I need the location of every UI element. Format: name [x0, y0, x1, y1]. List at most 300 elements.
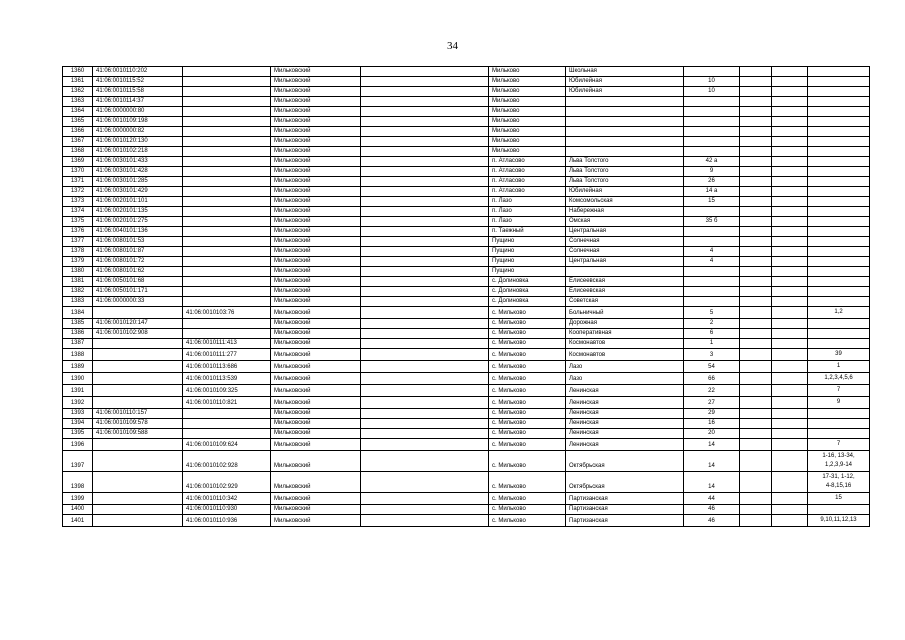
premises-cell: 17-31, 1-12, 4-8,15,16	[808, 472, 870, 493]
empty-cell	[772, 307, 808, 319]
street-cell	[566, 97, 684, 107]
settlement-cell: п. Лазо	[489, 207, 566, 217]
house-number-cell: 2	[684, 319, 740, 329]
settlement-cell: с. Мильково	[489, 419, 566, 429]
empty-cell	[772, 439, 808, 451]
cadastral-number-cell: 41:06:0010109:198	[93, 117, 183, 127]
settlement-cell: Мильково	[489, 107, 566, 117]
cadastral-number-cell: 41:06:0010102:218	[93, 147, 183, 157]
street-cell: Набережная	[566, 207, 684, 217]
street-cell: Елисеевская	[566, 287, 684, 297]
table-row	[63, 493, 870, 505]
empty-cell	[740, 339, 772, 349]
premises-cell	[808, 409, 870, 419]
table-row	[63, 385, 870, 397]
empty-cell	[361, 267, 489, 277]
district-cell: Мильковский	[271, 329, 361, 339]
settlement-cell: Пущино	[489, 247, 566, 257]
row-number-cell: 1363	[63, 97, 93, 107]
empty-cell	[740, 277, 772, 287]
table-row	[63, 257, 870, 267]
house-number-cell: 35 б	[684, 217, 740, 227]
premises-cell	[808, 419, 870, 429]
district-cell: Мильковский	[271, 97, 361, 107]
premises-cell: 1,2	[808, 307, 870, 319]
empty-cell	[740, 505, 772, 515]
street-cell: Ленинская	[566, 429, 684, 439]
building-cadastral-number-cell: 41:06:0010113:539	[183, 373, 271, 385]
building-cadastral-number-cell: 41:06:0010113:686	[183, 361, 271, 373]
empty-cell	[772, 237, 808, 247]
empty-cell	[740, 227, 772, 237]
district-cell: Мильковский	[271, 87, 361, 97]
house-number-cell	[684, 287, 740, 297]
street-cell: Кооперативная	[566, 329, 684, 339]
empty-cell	[361, 493, 489, 505]
district-cell: Мильковский	[271, 237, 361, 247]
table-row	[63, 373, 870, 385]
row-number-cell: 1396	[63, 439, 93, 451]
premises-cell	[808, 257, 870, 267]
empty-cell	[740, 397, 772, 409]
district-cell: Мильковский	[271, 373, 361, 385]
page-number: 34	[447, 40, 458, 52]
empty-cell	[740, 361, 772, 373]
district-cell: Мильковский	[271, 493, 361, 505]
empty-cell	[361, 385, 489, 397]
premises-cell	[808, 87, 870, 97]
cadastral-number-cell: 41:06:0000000:80	[93, 107, 183, 117]
cadastral-number-cell: 41:06:0010109:588	[93, 429, 183, 439]
premises-cell	[808, 137, 870, 147]
district-cell: Мильковский	[271, 307, 361, 319]
cadastral-number-cell	[93, 505, 183, 515]
empty-cell	[361, 107, 489, 117]
table-row	[63, 117, 870, 127]
empty-cell	[740, 87, 772, 97]
cadastral-number-cell	[93, 515, 183, 527]
table-row	[63, 429, 870, 439]
district-cell: Мильковский	[271, 409, 361, 419]
building-cadastral-number-cell	[183, 329, 271, 339]
house-number-cell: 27	[684, 397, 740, 409]
table-row	[63, 197, 870, 207]
building-cadastral-number-cell	[183, 147, 271, 157]
row-number-cell: 1386	[63, 329, 93, 339]
empty-cell	[361, 187, 489, 197]
premises-cell: 39	[808, 349, 870, 361]
empty-cell	[740, 451, 772, 472]
house-number-cell: 1	[684, 339, 740, 349]
empty-cell	[361, 397, 489, 409]
building-cadastral-number-cell	[183, 97, 271, 107]
table-row	[63, 227, 870, 237]
empty-cell	[772, 137, 808, 147]
settlement-cell: с. Мильково	[489, 307, 566, 319]
building-cadastral-number-cell	[183, 157, 271, 167]
building-cadastral-number-cell: 41:06:0010110:930	[183, 505, 271, 515]
street-cell: Ленинская	[566, 419, 684, 429]
row-number-cell: 1373	[63, 197, 93, 207]
empty-cell	[772, 493, 808, 505]
empty-cell	[740, 319, 772, 329]
house-number-cell: 42 а	[684, 157, 740, 167]
house-number-cell: 14	[684, 439, 740, 451]
empty-cell	[772, 97, 808, 107]
row-number-cell: 1376	[63, 227, 93, 237]
empty-cell	[740, 247, 772, 257]
premises-cell: 9,10,11,12,13	[808, 515, 870, 527]
district-cell: Мильковский	[271, 67, 361, 77]
empty-cell	[740, 127, 772, 137]
street-cell: Партизанская	[566, 505, 684, 515]
street-cell: Космонавтов	[566, 339, 684, 349]
table-row	[63, 247, 870, 257]
table-row	[63, 409, 870, 419]
house-number-cell	[684, 147, 740, 157]
empty-cell	[740, 515, 772, 527]
empty-cell	[772, 117, 808, 127]
building-cadastral-number-cell	[183, 257, 271, 267]
empty-cell	[772, 177, 808, 187]
premises-cell	[808, 77, 870, 87]
building-cadastral-number-cell	[183, 419, 271, 429]
cadastral-number-cell: 41:06:0010110:202	[93, 67, 183, 77]
building-cadastral-number-cell	[183, 137, 271, 147]
premises-cell	[808, 339, 870, 349]
cadastral-number-cell: 41:06:0010110:157	[93, 409, 183, 419]
empty-cell	[361, 307, 489, 319]
table-row	[63, 217, 870, 227]
premises-cell	[808, 147, 870, 157]
house-number-cell: 66	[684, 373, 740, 385]
empty-cell	[361, 419, 489, 429]
empty-cell	[361, 515, 489, 527]
cadastral-number-cell: 41:06:0080101:72	[93, 257, 183, 267]
settlement-cell: Мильково	[489, 77, 566, 87]
table-row	[63, 397, 870, 409]
empty-cell	[772, 419, 808, 429]
cadastral-number-cell: 41:06:0010114:37	[93, 97, 183, 107]
settlement-cell: с. Мильково	[489, 397, 566, 409]
house-number-cell: 46	[684, 505, 740, 515]
table-row	[63, 167, 870, 177]
building-cadastral-number-cell	[183, 177, 271, 187]
district-cell: Мильковский	[271, 127, 361, 137]
building-cadastral-number-cell: 41:06:0010102:929	[183, 472, 271, 493]
settlement-cell: с. Мильково	[489, 319, 566, 329]
table-row	[63, 439, 870, 451]
premises-cell	[808, 177, 870, 187]
house-number-cell	[684, 237, 740, 247]
empty-cell	[740, 429, 772, 439]
settlement-cell: п. Атласово	[489, 187, 566, 197]
empty-cell	[361, 127, 489, 137]
house-number-cell	[684, 127, 740, 137]
row-number-cell: 1372	[63, 187, 93, 197]
empty-cell	[361, 87, 489, 97]
district-cell: Мильковский	[271, 187, 361, 197]
empty-cell	[740, 439, 772, 451]
empty-cell	[740, 187, 772, 197]
cadastral-number-cell: 41:06:0010115:52	[93, 77, 183, 87]
table-row	[63, 67, 870, 77]
premises-cell	[808, 187, 870, 197]
building-cadastral-number-cell	[183, 237, 271, 247]
empty-cell	[772, 77, 808, 87]
street-cell: Комсомольская	[566, 197, 684, 207]
empty-cell	[740, 217, 772, 227]
empty-cell	[740, 373, 772, 385]
street-cell	[566, 267, 684, 277]
empty-cell	[772, 515, 808, 527]
house-number-cell: 29	[684, 409, 740, 419]
district-cell: Мильковский	[271, 207, 361, 217]
premises-cell: 1	[808, 361, 870, 373]
empty-cell	[361, 247, 489, 257]
district-cell: Мильковский	[271, 419, 361, 429]
district-cell: Мильковский	[271, 267, 361, 277]
district-cell: Мильковский	[271, 439, 361, 451]
house-number-cell: 4	[684, 247, 740, 257]
row-number-cell: 1399	[63, 493, 93, 505]
settlement-cell: с. Мильково	[489, 493, 566, 505]
row-number-cell: 1378	[63, 247, 93, 257]
settlement-cell: Мильково	[489, 137, 566, 147]
house-number-cell	[684, 137, 740, 147]
empty-cell	[740, 349, 772, 361]
row-number-cell: 1362	[63, 87, 93, 97]
row-number-cell: 1368	[63, 147, 93, 157]
empty-cell	[772, 385, 808, 397]
settlement-cell: с. Мильково	[489, 505, 566, 515]
settlement-cell: с. Мильково	[489, 373, 566, 385]
district-cell: Мильковский	[271, 397, 361, 409]
empty-cell	[740, 307, 772, 319]
building-cadastral-number-cell	[183, 319, 271, 329]
house-number-cell	[684, 207, 740, 217]
cadastral-number-cell: 41:06:0020101:275	[93, 217, 183, 227]
district-cell: Мильковский	[271, 319, 361, 329]
empty-cell	[740, 147, 772, 157]
premises-cell	[808, 97, 870, 107]
cadastral-number-cell: 41:06:0030101:285	[93, 177, 183, 187]
table-row	[63, 472, 870, 493]
cadastral-number-cell	[93, 397, 183, 409]
house-number-cell: 26	[684, 177, 740, 187]
row-number-cell: 1379	[63, 257, 93, 267]
premises-cell	[808, 237, 870, 247]
cadastral-number-cell	[93, 493, 183, 505]
empty-cell	[361, 237, 489, 247]
cadastral-number-cell: 41:06:0050101:171	[93, 287, 183, 297]
table-row	[63, 339, 870, 349]
building-cadastral-number-cell: 41:06:0010110:342	[183, 493, 271, 505]
premises-cell	[808, 107, 870, 117]
street-cell: Октябрьская	[566, 451, 684, 472]
district-cell: Мильковский	[271, 147, 361, 157]
premises-cell	[808, 319, 870, 329]
settlement-cell: с. Мильково	[489, 439, 566, 451]
building-cadastral-number-cell	[183, 409, 271, 419]
empty-cell	[740, 257, 772, 267]
empty-cell	[772, 277, 808, 287]
house-number-cell: 22	[684, 385, 740, 397]
street-cell: Партизанская	[566, 493, 684, 505]
settlement-cell: Пущино	[489, 237, 566, 247]
house-number-cell: 16	[684, 419, 740, 429]
building-cadastral-number-cell	[183, 107, 271, 117]
empty-cell	[361, 117, 489, 127]
district-cell: Мильковский	[271, 137, 361, 147]
empty-cell	[361, 177, 489, 187]
street-cell: Льва Толстого	[566, 167, 684, 177]
street-cell: Ленинская	[566, 385, 684, 397]
row-number-cell: 1397	[63, 451, 93, 472]
empty-cell	[772, 87, 808, 97]
empty-cell	[772, 127, 808, 137]
house-number-cell: 5	[684, 307, 740, 319]
house-number-cell	[684, 297, 740, 307]
premises-cell: 9	[808, 397, 870, 409]
street-cell: Дорожная	[566, 319, 684, 329]
empty-cell	[772, 297, 808, 307]
settlement-cell: с. Мильково	[489, 329, 566, 339]
cadastral-number-cell	[93, 307, 183, 319]
empty-cell	[361, 361, 489, 373]
table-row	[63, 307, 870, 319]
table-row	[63, 177, 870, 187]
empty-cell	[772, 267, 808, 277]
house-number-cell: 14	[684, 472, 740, 493]
house-number-cell: 3	[684, 349, 740, 361]
empty-cell	[740, 197, 772, 207]
empty-cell	[361, 197, 489, 207]
house-number-cell: 9	[684, 167, 740, 177]
settlement-cell: с. Мильково	[489, 515, 566, 527]
row-number-cell: 1371	[63, 177, 93, 187]
house-number-cell: 15	[684, 197, 740, 207]
cadastral-number-cell: 41:06:0040101:136	[93, 227, 183, 237]
district-cell: Мильковский	[271, 107, 361, 117]
premises-cell	[808, 267, 870, 277]
empty-cell	[740, 267, 772, 277]
cadastral-number-cell: 41:06:0030101:429	[93, 187, 183, 197]
empty-cell	[361, 207, 489, 217]
house-number-cell: 4	[684, 257, 740, 267]
settlement-cell: с. Мильково	[489, 472, 566, 493]
premises-cell	[808, 329, 870, 339]
empty-cell	[361, 167, 489, 177]
street-cell: Октябрьская	[566, 472, 684, 493]
premises-cell	[808, 505, 870, 515]
premises-cell	[808, 247, 870, 257]
row-number-cell: 1401	[63, 515, 93, 527]
row-number-cell: 1393	[63, 409, 93, 419]
street-cell	[566, 137, 684, 147]
house-number-cell	[684, 277, 740, 287]
cadastral-number-cell: 41:06:0020101:101	[93, 197, 183, 207]
building-cadastral-number-cell	[183, 287, 271, 297]
house-number-cell	[684, 117, 740, 127]
premises-cell: 7	[808, 385, 870, 397]
empty-cell	[361, 277, 489, 287]
empty-cell	[772, 247, 808, 257]
district-cell: Мильковский	[271, 277, 361, 287]
table-row	[63, 515, 870, 527]
district-cell: Мильковский	[271, 297, 361, 307]
settlement-cell: Мильково	[489, 67, 566, 77]
building-cadastral-number-cell: 41:06:0010110:936	[183, 515, 271, 527]
empty-cell	[361, 329, 489, 339]
house-number-cell	[684, 97, 740, 107]
table-row	[63, 287, 870, 297]
row-number-cell: 1361	[63, 77, 93, 87]
building-cadastral-number-cell	[183, 277, 271, 287]
house-number-cell: 20	[684, 429, 740, 439]
empty-cell	[772, 167, 808, 177]
cadastral-number-cell	[93, 361, 183, 373]
row-number-cell: 1381	[63, 277, 93, 287]
row-number-cell: 1365	[63, 117, 93, 127]
building-cadastral-number-cell	[183, 77, 271, 87]
table-row	[63, 127, 870, 137]
settlement-cell: с. Мильково	[489, 349, 566, 361]
empty-cell	[772, 157, 808, 167]
settlement-cell: п. Лазо	[489, 217, 566, 227]
settlement-cell: с. Мильково	[489, 385, 566, 397]
cadastral-number-cell	[93, 385, 183, 397]
table-row	[63, 87, 870, 97]
empty-cell	[361, 147, 489, 157]
premises-cell: 15	[808, 493, 870, 505]
row-number-cell: 1391	[63, 385, 93, 397]
empty-cell	[772, 319, 808, 329]
cadastral-number-cell: 41:06:0020101:135	[93, 207, 183, 217]
building-cadastral-number-cell	[183, 247, 271, 257]
building-cadastral-number-cell	[183, 117, 271, 127]
empty-cell	[361, 257, 489, 267]
district-cell: Мильковский	[271, 177, 361, 187]
house-number-cell	[684, 67, 740, 77]
cadastral-number-cell: 41:06:0080101:62	[93, 267, 183, 277]
empty-cell	[361, 77, 489, 87]
street-cell: Центральная	[566, 227, 684, 237]
row-number-cell: 1366	[63, 127, 93, 137]
empty-cell	[772, 409, 808, 419]
street-cell: Омская	[566, 217, 684, 227]
cadastral-number-cell: 41:06:0010120:147	[93, 319, 183, 329]
row-number-cell: 1364	[63, 107, 93, 117]
cadastral-number-cell: 41:06:0030101:433	[93, 157, 183, 167]
house-number-cell	[684, 107, 740, 117]
district-cell: Мильковский	[271, 472, 361, 493]
district-cell: Мильковский	[271, 217, 361, 227]
building-cadastral-number-cell	[183, 127, 271, 137]
premises-cell	[808, 167, 870, 177]
empty-cell	[361, 319, 489, 329]
empty-cell	[772, 339, 808, 349]
street-cell: Ленинская	[566, 439, 684, 451]
cadastral-number-cell: 41:06:0010115:58	[93, 87, 183, 97]
building-cadastral-number-cell: 41:06:0010102:928	[183, 451, 271, 472]
settlement-cell: с. Долиновка	[489, 277, 566, 287]
empty-cell	[361, 287, 489, 297]
table-row	[63, 207, 870, 217]
table-row	[63, 349, 870, 361]
empty-cell	[740, 287, 772, 297]
empty-cell	[740, 493, 772, 505]
